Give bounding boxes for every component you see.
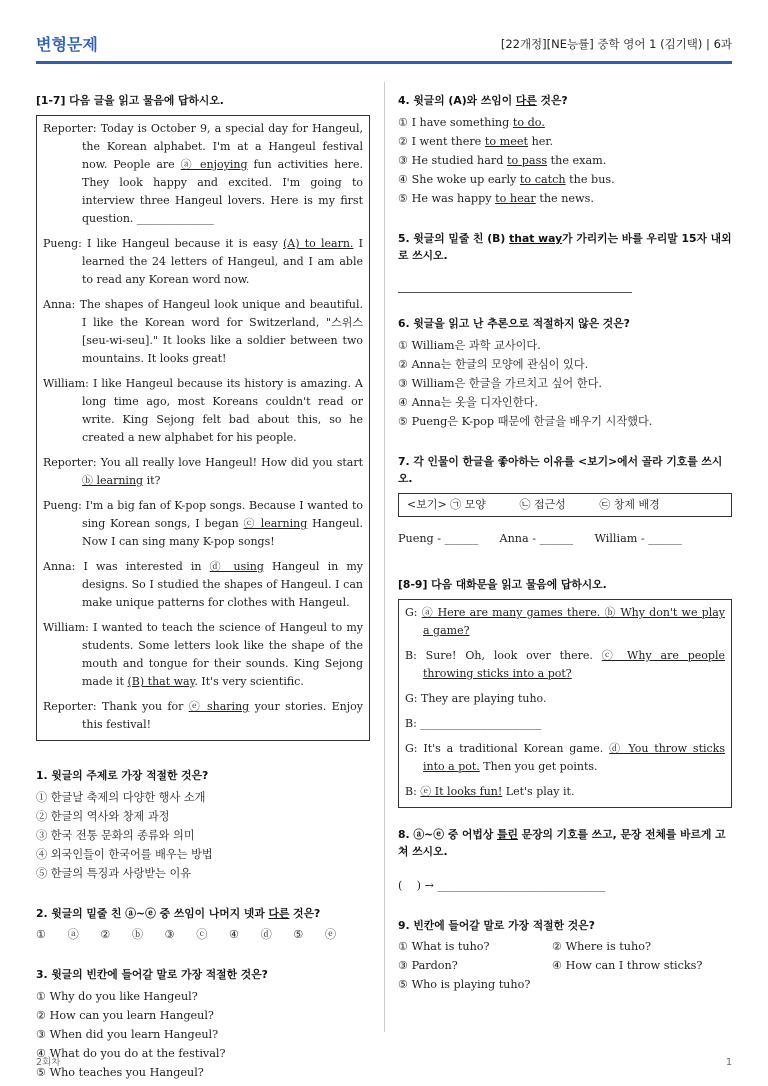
- question-1: [36, 767, 370, 883]
- underlined-text: ⓒ Why are people throwing sticks into a pot?: [423, 649, 725, 680]
- question-title: 8. ⓐ~ⓔ 중 어법상 틀린 문장의 기호를 쓰고, 문장 전체를 바르게 고쳐 쓰시오.: [398, 828, 726, 858]
- option-text: ④ She woke up early: [398, 173, 520, 186]
- answer-option[interactable]: ③ Pardon?: [398, 959, 458, 972]
- page-number: 1: [725, 1057, 732, 1068]
- paragraph-text: I like Hangeul because its history is amazing. A long time ago, most Koreans couldn't read or write. King Sejong felt bad about this, so he created a new alphabet for his people.: [82, 377, 363, 444]
- underlined-text: to meet: [484, 135, 529, 148]
- option-text: the exam.: [547, 154, 607, 167]
- question-title: 5. 윗글의 밑줄 친 (B) that way가 가리키는 바를 우리말 15자 내외로 쓰시오.: [398, 232, 732, 262]
- speaker-label: Reporter:: [43, 456, 101, 469]
- dialog-line: [405, 783, 725, 801]
- question-7: [398, 453, 732, 548]
- paragraph-text: fun activities here. They look happy and excited. I'm going to interview three Hangeul lovers. Here is my first question. ______________: [82, 158, 363, 225]
- dialog-text: Sure! Oh, look over there.: [425, 649, 602, 662]
- question-title: 7. 각 인물이 한글을 좋아하는 이유를 <보기>에서 골라 기호를 쓰시오.: [398, 455, 723, 485]
- question-9: [398, 917, 732, 994]
- option-text: the news.: [535, 192, 594, 205]
- passage-paragraph: [43, 120, 363, 228]
- answer-option[interactable]: [398, 170, 732, 189]
- underlined-text: to pass: [506, 154, 548, 167]
- passage-paragraph: [43, 454, 363, 490]
- dialog-text: ______________________: [420, 717, 542, 730]
- answer-option[interactable]: ④ What do you do at the festival?: [36, 1047, 226, 1060]
- underlined-text: ⓓ You throw sticks into a pot.: [423, 742, 725, 773]
- paragraph-text: The shapes of Hangeul look unique and beautiful. I like the Korean word for Switzerland, "스위스[seu-wi-seu]." It looks like a soldier between two mountains. It looks great!: [79, 298, 364, 365]
- dialog-line: [405, 715, 725, 733]
- speaker-label: William:: [43, 377, 93, 390]
- answer-option[interactable]: ④ Anna는 옷을 디자인한다.: [398, 396, 538, 409]
- underlined-text: to catch: [519, 173, 566, 186]
- fill-in-answers[interactable]: Pueng - ______ Anna - ______ William - ______: [398, 532, 682, 545]
- speaker-label: B:: [405, 649, 426, 662]
- underlined-text: ⓓ using: [209, 560, 264, 573]
- passage-paragraph: [43, 235, 363, 289]
- option-text: her.: [528, 135, 554, 148]
- example-item: ㉡ 접근성: [519, 498, 566, 511]
- answer-option[interactable]: ⑤ Who is playing tuho?: [398, 978, 531, 991]
- paragraph-text: I was interested in: [83, 560, 210, 573]
- brand-title: 변형문제: [36, 35, 98, 54]
- answer-option[interactable]: ③ 한국 전통 문화의 종류와 의미: [36, 829, 195, 842]
- paragraph-text: I learned the 24 letters of Hangeul, and I am able to read any Korean word now.: [82, 237, 363, 286]
- answer-option[interactable]: ① 한글날 축제의 다양한 행사 소개: [36, 791, 206, 804]
- underlined-text: to do.: [512, 116, 545, 129]
- option-text: the bus.: [565, 173, 615, 186]
- option-list: [398, 113, 732, 208]
- underlined-text: (A) to learn.: [283, 237, 354, 250]
- question-2: [36, 905, 370, 944]
- paragraph-text: You all really love Hangeul! How did you start: [100, 456, 363, 469]
- question-title: 6. 윗글을 읽고 난 추론으로 적절하지 않은 것은?: [398, 317, 630, 330]
- option-text: ① I have something: [398, 116, 513, 129]
- dialog-line: [405, 604, 725, 640]
- fill-in-answer[interactable]: ( ) → ______________________________: [398, 879, 606, 892]
- answer-option[interactable]: ③ William은 한글을 가르치고 싶어 한다.: [398, 377, 602, 390]
- option-list: [398, 336, 732, 431]
- passage-paragraph: [43, 558, 363, 612]
- passage-paragraph: [43, 698, 363, 734]
- option-list: ① ⓐ ② ⓑ ③ ⓒ ④ ⓓ ⑤ ⓔ: [36, 928, 337, 941]
- section-title: [8-9] 다음 대화문을 읽고 물음에 답하시오.: [398, 578, 607, 591]
- answer-option[interactable]: ② Anna는 한글의 모양에 관심이 있다.: [398, 358, 589, 371]
- answer-option[interactable]: ④ How can I throw sticks?: [552, 959, 703, 972]
- speaker-label: Anna:: [43, 560, 84, 573]
- paragraph-text: your stories. Enjoy this festival!: [82, 700, 364, 731]
- left-column: [36, 92, 370, 1086]
- dialog-text: It's a traditional Korean game.: [423, 742, 610, 755]
- option-text: ⑤ He was happy: [398, 192, 496, 205]
- question-title: 2. 윗글의 밑줄 친 ⓐ~ⓔ 중 쓰임이 나머지 넷과 다른 것은?: [36, 907, 321, 920]
- paragraph-text: I wanted to teach the science of Hangeul to my students. Some letters look like the shape of the mouth and tongue for their sounds. King Sejong made it: [82, 621, 363, 688]
- speaker-label: B:: [405, 785, 421, 798]
- question-5: [398, 230, 732, 293]
- paragraph-text: Thank you for: [102, 700, 189, 713]
- speaker-label: Reporter:: [43, 700, 102, 713]
- underlined-text: ⓔ sharing: [188, 700, 250, 713]
- underlined-text: ⓐ enjoying: [180, 158, 248, 171]
- answer-option[interactable]: [398, 132, 732, 151]
- question-4: [398, 92, 732, 208]
- question-title: 9. 빈칸에 들어갈 말로 가장 적절한 것은?: [398, 919, 595, 932]
- answer-option[interactable]: ① William은 과학 교사이다.: [398, 339, 541, 352]
- question-title: 4. 윗글의 (A)와 쓰임이 다른 것은?: [398, 94, 568, 107]
- answer-option[interactable]: ③ When did you learn Hangeul?: [36, 1028, 219, 1041]
- underlined-text: ⓐ Here are many games there. ⓑ Why don't we play a game?: [421, 606, 725, 637]
- answer-option[interactable]: ⑤ 한글의 특징과 사랑받는 이유: [36, 867, 192, 880]
- answer-option[interactable]: ① Why do you like Hangeul?: [36, 990, 198, 1003]
- right-column: [398, 92, 732, 1016]
- answer-option[interactable]: [398, 151, 732, 170]
- speaker-label: William:: [43, 621, 94, 634]
- paragraph-text: I'm a big fan of K-pop songs. Because I wanted to sing Korean songs, I began: [82, 499, 363, 530]
- speaker-label: G:: [405, 606, 422, 619]
- option-list: [36, 987, 370, 1082]
- option-list: [36, 788, 370, 883]
- answer-option[interactable]: [398, 113, 732, 132]
- underlined-text: (B) that way: [127, 675, 195, 688]
- answer-option[interactable]: [398, 189, 732, 208]
- speaker-label: G:: [405, 742, 424, 755]
- example-box: [398, 493, 732, 517]
- footer-round: 2회차: [36, 1057, 61, 1068]
- course-info: [22개정][NE능률] 중학 영어 1 (김기택) | 6과: [500, 37, 732, 51]
- dialog-text: Then you get points.: [479, 760, 598, 773]
- dialog-text: They are playing tuho.: [421, 692, 547, 705]
- paragraph-text: Hangeul in my designs. So I studied the shapes of Hangeul. I can make unique patterns for clothes with Hangeul.: [82, 560, 363, 609]
- dialog-line: [405, 740, 725, 776]
- question-6: [398, 315, 732, 431]
- option-list: [398, 937, 732, 994]
- dialog-text: Let's play it.: [502, 785, 575, 798]
- underlined-text: ⓑ learning: [82, 474, 144, 487]
- option-text: ② I went there: [398, 135, 485, 148]
- underlined-text: to hear: [495, 192, 536, 205]
- speaker-label: Pueng:: [43, 499, 86, 512]
- question-title: 3. 윗글의 빈칸에 들어갈 말로 가장 적절한 것은?: [36, 968, 268, 981]
- speaker-label: Pueng:: [43, 237, 88, 250]
- option-text: ③ He studied hard: [398, 154, 507, 167]
- column-divider: [384, 82, 385, 1032]
- passage-paragraph: [43, 296, 363, 368]
- example-item: ㉢ 창제 배경: [599, 498, 660, 511]
- example-item: <보기> ㉠ 모양: [407, 498, 486, 511]
- paragraph-text: Hangeul. Now I can sing many K-pop songs!: [82, 517, 363, 548]
- answer-option[interactable]: ④ 외국인들이 한국어를 배우는 방법: [36, 848, 213, 861]
- passage-paragraph: [43, 497, 363, 551]
- answer-option[interactable]: ② 한글의 역사와 창제 과정: [36, 810, 170, 823]
- answer-line[interactable]: [398, 292, 632, 293]
- section-title: [1-7] 다음 글을 읽고 물음에 답하시오.: [36, 94, 224, 107]
- dialog-line: [405, 647, 725, 683]
- passage-paragraph: [43, 619, 363, 691]
- question-8: [398, 826, 732, 895]
- underlined-text: ⓔ It looks fun!: [420, 785, 503, 798]
- paragraph-text: it?: [143, 474, 161, 487]
- answer-option[interactable]: ⑤ Who teaches you Hangeul?: [36, 1066, 204, 1079]
- answer-option[interactable]: ① What is tuho?: [398, 940, 490, 953]
- page-header: [36, 30, 732, 64]
- speaker-label: G:: [405, 692, 421, 705]
- passage-paragraph: [43, 375, 363, 447]
- speaker-label: B:: [405, 717, 421, 730]
- answer-option[interactable]: ② How can you learn Hangeul?: [36, 1009, 214, 1022]
- answer-option[interactable]: ② Where is tuho?: [552, 940, 651, 953]
- question-title: 1. 윗글의 주제로 가장 적절한 것은?: [36, 769, 209, 782]
- speaker-label: Anna:: [43, 298, 80, 311]
- question-3: [36, 966, 370, 1082]
- reading-passage: [36, 115, 370, 741]
- dialog-passage: [398, 599, 732, 808]
- dialog-line: [405, 690, 725, 708]
- speaker-label: Reporter:: [43, 122, 101, 135]
- paragraph-text: I like Hangeul because it is easy: [87, 237, 284, 250]
- answer-option[interactable]: ⑤ Pueng은 K-pop 때문에 한글을 배우기 시작했다.: [398, 415, 653, 428]
- paragraph-text: Today is October 9, a special day for Hangeul, the Korean alphabet. I'm at a Hangeul festival now. People are: [82, 122, 363, 171]
- paragraph-text: . It's very scientific.: [194, 675, 304, 688]
- underlined-text: ⓒ learning: [243, 517, 308, 530]
